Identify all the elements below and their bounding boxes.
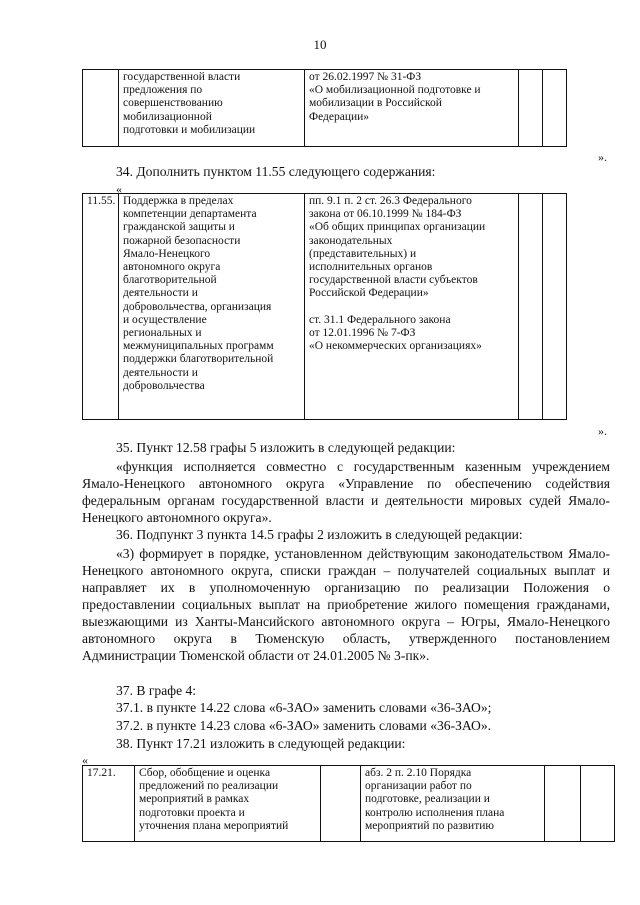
legal-basis-cell: пп. 9.1 п. 2 ст. 26.3 Федерального закона от 06.10.1999 № 184-ФЗ «Об общих принципах организации законодательных (представительных) и исполнительных органов государственной власти субъектов Российской Федерации» ст. 31.1 Федерального закона от 12.01.1996 № 7-ФЗ «О некоммерческих организациях»: [305, 194, 519, 420]
empty-cell: [321, 766, 361, 842]
empty-cell: [543, 70, 567, 147]
empty-cell: [519, 70, 543, 147]
legal-basis-cell: абз. 2 п. 2.10 Порядка организации работ по подготовке, реализации и контролю исполнения плана мероприятий по развитию: [361, 766, 545, 842]
page-number: 10: [313, 37, 327, 52]
table-row: [83, 194, 567, 420]
row-number: [83, 70, 119, 147]
opening-quote: «: [82, 753, 88, 767]
function-cell: Поддержка в пределах компетенции департамента гражданской защиты и пожарной безопасности Ямало-Ненецкого автономного округа благотворительной деятельности и добровольчества, организация и осуществление региональных и межмуниципальных программ поддержки благотворительной деятельности и добровольчества: [119, 194, 305, 420]
paragraph-38: 38. Пункт 17.21 изложить в следующей редакции:: [116, 736, 406, 751]
table-item-11-55: [82, 193, 567, 420]
closing-quote: ».: [598, 150, 607, 164]
table-item-17-21: [82, 765, 615, 842]
table-continuation: [82, 69, 567, 147]
paragraph-37-1: 37.1. в пункте 14.22 слова «6-ЗАО» заменить словами «36-ЗАО»;: [116, 700, 492, 715]
opening-quote: «: [116, 182, 122, 196]
empty-cell: [581, 766, 615, 842]
row-number: 11.55.: [83, 194, 119, 420]
paragraph-35-text: «функция исполняется совместно с государственным казенным учреждением Ямало-Ненецкого автономного округа «Управление по обеспечению содействия федеральным органам государственной власти и деятельности мировых судей Ямало-Ненецкого автономного округа».: [82, 459, 610, 525]
row-number: 17.21.: [83, 766, 135, 842]
paragraph-36: 36. Подпункт 3 пункта 14.5 графы 2 изложить в следующей редакции:: [116, 527, 523, 542]
paragraph-37-2: 37.2. в пункте 14.23 слова «6-ЗАО» заменить словами «36-ЗАО».: [116, 718, 492, 733]
paragraph-35: 35. Пункт 12.58 графы 5 изложить в следующей редакции:: [116, 440, 456, 455]
empty-cell: [543, 194, 567, 420]
table-row: [83, 70, 567, 147]
empty-cell: [545, 766, 581, 842]
closing-quote: ».: [598, 424, 607, 438]
function-cell: государственной власти предложения по совершенствованию мобилизационной подготовки и мобилизации: [119, 70, 305, 147]
paragraph-37: 37. В графе 4:: [116, 683, 197, 698]
paragraph-34: 34. Дополнить пунктом 11.55 следующего содержания:: [116, 164, 436, 179]
function-cell: Сбор, обобщение и оценка предложений по реализации мероприятий в рамках подготовки проекта и уточнения плана мероприятий: [135, 766, 321, 842]
paragraph-36-text: «3) формирует в порядке, установленном действующим законодательством Ямало-Ненецкого автономного округа, списки граждан – получателей социальных выплат и направляет их в уполномоченную организацию по реализации Положения о предоставлении социальных выплат на приобретение жилого помещения гражданами, выезжающими из Ханты-Мансийского автономного округа – Югры, Ямало-Ненецкого автономного округа в Тюменскую область, утвержденного постановлением Администрации Тюменской области от 24.01.2005 № 3-пк».: [82, 546, 610, 663]
legal-basis-cell: от 26.02.1997 № 31-ФЗ «О мобилизационной подготовке и мобилизации в Российской Федерации»: [305, 70, 519, 147]
empty-cell: [519, 194, 543, 420]
table-row: [83, 766, 615, 842]
